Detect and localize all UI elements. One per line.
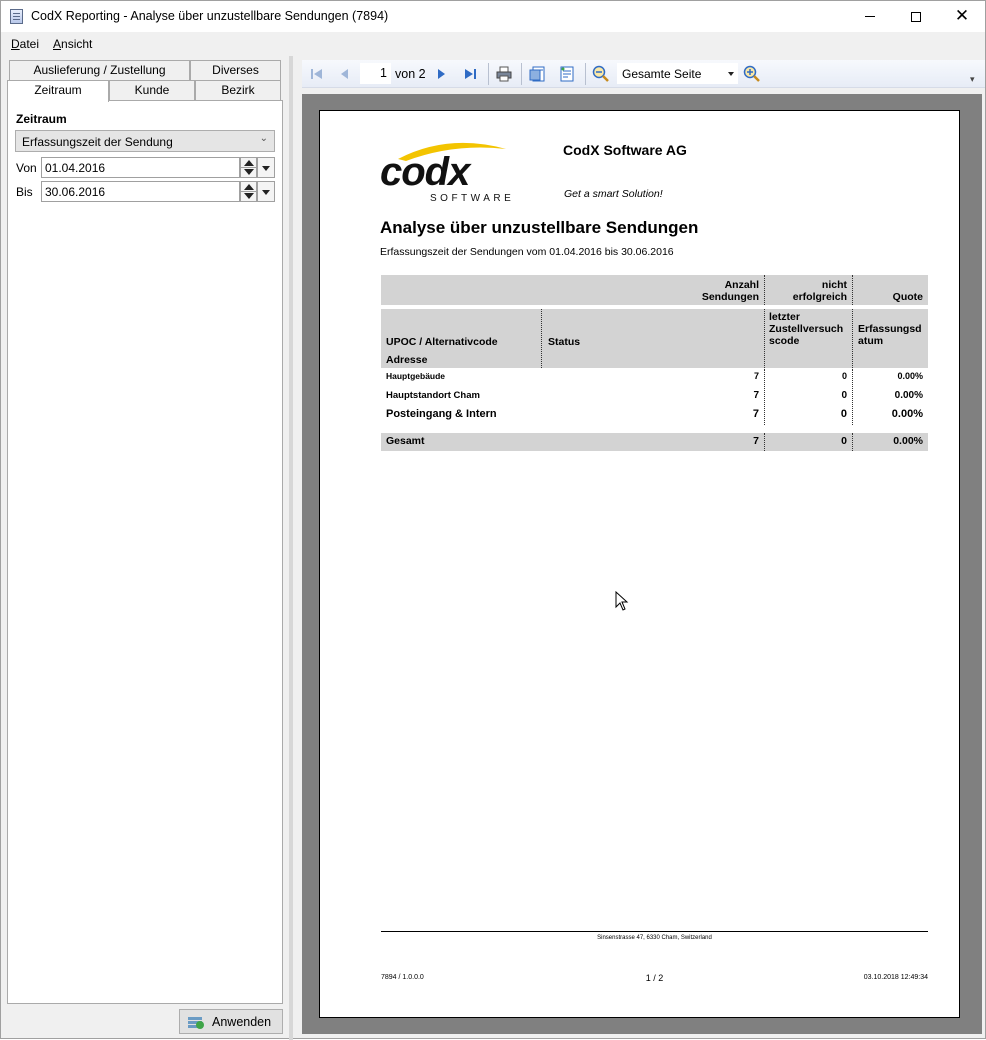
- minimize-button[interactable]: [847, 1, 893, 32]
- column-divider: [764, 309, 765, 368]
- menu-ansicht-accel: A: [53, 37, 62, 51]
- tab-content-zeitraum: [7, 100, 283, 1004]
- apply-button[interactable]: [179, 1009, 283, 1034]
- row-fail: 0: [841, 371, 847, 381]
- to-date-input[interactable]: 30.06.2016: [41, 181, 240, 202]
- total-count: 7: [753, 435, 759, 447]
- footer-divider: [381, 931, 928, 932]
- tab-zeitraum[interactable]: Zeitraum: [7, 80, 109, 102]
- total-quote: 0.00%: [893, 435, 923, 447]
- header-count: Anzahl Sendungen: [701, 279, 759, 303]
- header-quote: Quote: [892, 291, 923, 303]
- page-count-label: von 2: [395, 67, 426, 81]
- zoom-in-icon[interactable]: [743, 65, 761, 83]
- row-fail: 0: [841, 390, 847, 401]
- from-date-spinner[interactable]: [240, 157, 257, 178]
- from-date-row: [8, 157, 284, 179]
- zeitraum-type-select[interactable]: [15, 130, 275, 152]
- previous-page-icon[interactable]: [336, 65, 354, 83]
- from-date-dropdown-button[interactable]: [257, 157, 275, 178]
- filter-panel: [7, 60, 283, 1004]
- to-date-spinner[interactable]: [240, 181, 257, 202]
- mouse-cursor-icon: [615, 591, 629, 611]
- row-count: 7: [753, 390, 759, 401]
- next-page-icon[interactable]: [432, 65, 450, 83]
- column-divider: [852, 369, 853, 425]
- maximize-icon: [911, 12, 921, 22]
- zeitraum-group-label: Zeitraum: [16, 112, 67, 126]
- close-button[interactable]: [939, 1, 985, 32]
- column-divider: [541, 309, 542, 368]
- apply-button-label: Anwenden: [212, 1014, 272, 1029]
- header-address: Adresse: [386, 354, 428, 366]
- menu-bar: [1, 32, 985, 54]
- title-bar: [1, 1, 985, 32]
- footer-address: Sinsenstrasse 47, 6330 Cham, Switzerland: [597, 935, 712, 941]
- row-name: Hauptstandort Cham: [386, 390, 480, 401]
- menu-ansicht-label: nsicht: [61, 37, 93, 51]
- close-icon: ✕: [954, 6, 970, 26]
- row-name: Posteingang & Intern: [386, 408, 497, 420]
- print-icon[interactable]: [495, 65, 513, 83]
- tab-kunde[interactable]: Kunde: [109, 80, 195, 101]
- header-status: Status: [548, 336, 581, 348]
- tab-diverses[interactable]: Diverses: [190, 60, 281, 81]
- to-date-row: [8, 181, 284, 203]
- zoom-select-value: Gesamte Seite: [622, 67, 702, 81]
- page-number-input[interactable]: 1: [360, 63, 391, 84]
- from-label: Von: [16, 161, 37, 175]
- report-title: Analyse über unzustellbare Sendungen: [380, 218, 699, 237]
- report-subtitle: Erfassungszeit der Sendungen vom 01.04.2016 bis 30.06.2016: [380, 246, 674, 258]
- window-title: CodX Reporting - Analyse über unzustellbare Sendungen (7894): [31, 9, 389, 23]
- export-icon[interactable]: [558, 65, 576, 83]
- header-capture-date: Erfassungsd atum: [858, 323, 922, 347]
- toolbar-separator: [585, 63, 586, 85]
- header-last-attempt-code: letzter Zustellversuch scode: [769, 311, 844, 347]
- menu-datei[interactable]: [11, 37, 39, 51]
- menu-ansicht[interactable]: [53, 37, 92, 51]
- column-divider: [852, 275, 853, 305]
- row-count: 7: [752, 408, 759, 420]
- row-count: 7: [753, 371, 759, 381]
- apply-filter-icon: [188, 1015, 204, 1029]
- column-divider: [764, 369, 765, 425]
- last-page-icon[interactable]: [461, 65, 479, 83]
- panel-splitter[interactable]: [289, 56, 293, 1040]
- to-label: Bis: [16, 185, 33, 199]
- zoom-select[interactable]: [617, 63, 738, 84]
- toolbar-separator: [521, 63, 522, 85]
- total-label: Gesamt: [386, 435, 425, 447]
- header-upoc: UPOC / Alternativcode: [386, 336, 498, 348]
- header-not-successful: nicht erfolgreich: [792, 279, 847, 303]
- company-name: CodX Software AG: [563, 142, 687, 158]
- tab-auslieferung[interactable]: Auslieferung / Zustellung: [9, 60, 190, 81]
- minimize-icon: [865, 16, 875, 17]
- codx-logo: [378, 139, 538, 205]
- column-divider: [852, 309, 853, 368]
- row-name: Hauptgebäude: [386, 371, 446, 381]
- row-quote: 0.00%: [891, 408, 923, 420]
- menu-datei-label: atei: [19, 37, 40, 51]
- svg-text:codx: codx: [380, 150, 470, 194]
- first-page-icon[interactable]: [308, 65, 326, 83]
- column-divider: [764, 275, 765, 305]
- app-icon: [10, 9, 23, 24]
- row-quote: 0.00%: [894, 390, 923, 401]
- page-setup-icon[interactable]: [529, 65, 547, 83]
- maximize-button[interactable]: [893, 1, 939, 32]
- zoom-out-icon[interactable]: [592, 65, 610, 83]
- footer-datetime: 03.10.2018 12:49:34: [863, 974, 928, 981]
- tab-bezirk[interactable]: Bezirk: [195, 80, 281, 101]
- toolbar-separator: [488, 63, 489, 85]
- toolbar-overflow-icon[interactable]: ▾: [970, 75, 975, 85]
- company-slogan: Get a smart Solution!: [564, 188, 663, 200]
- from-date-input[interactable]: 01.04.2016: [41, 157, 240, 178]
- zeitraum-type-value: Erfassungszeit der Sendung: [22, 135, 173, 149]
- to-date-dropdown-button[interactable]: [257, 181, 275, 202]
- total-fail: 0: [841, 435, 847, 447]
- menu-datei-accel: D: [11, 37, 20, 51]
- column-divider: [852, 433, 853, 451]
- row-fail: 0: [840, 408, 847, 420]
- footer-report-id: 7894 / 1.0.0.0: [381, 974, 424, 981]
- dropdown-arrow-icon: [728, 72, 734, 76]
- row-quote: 0.00%: [897, 371, 923, 381]
- footer-page-number: 1 / 2: [645, 973, 664, 983]
- chevron-down-icon: ⌄: [259, 133, 268, 144]
- svg-text:SOFTWARE: SOFTWARE: [430, 193, 515, 204]
- column-divider: [764, 433, 765, 451]
